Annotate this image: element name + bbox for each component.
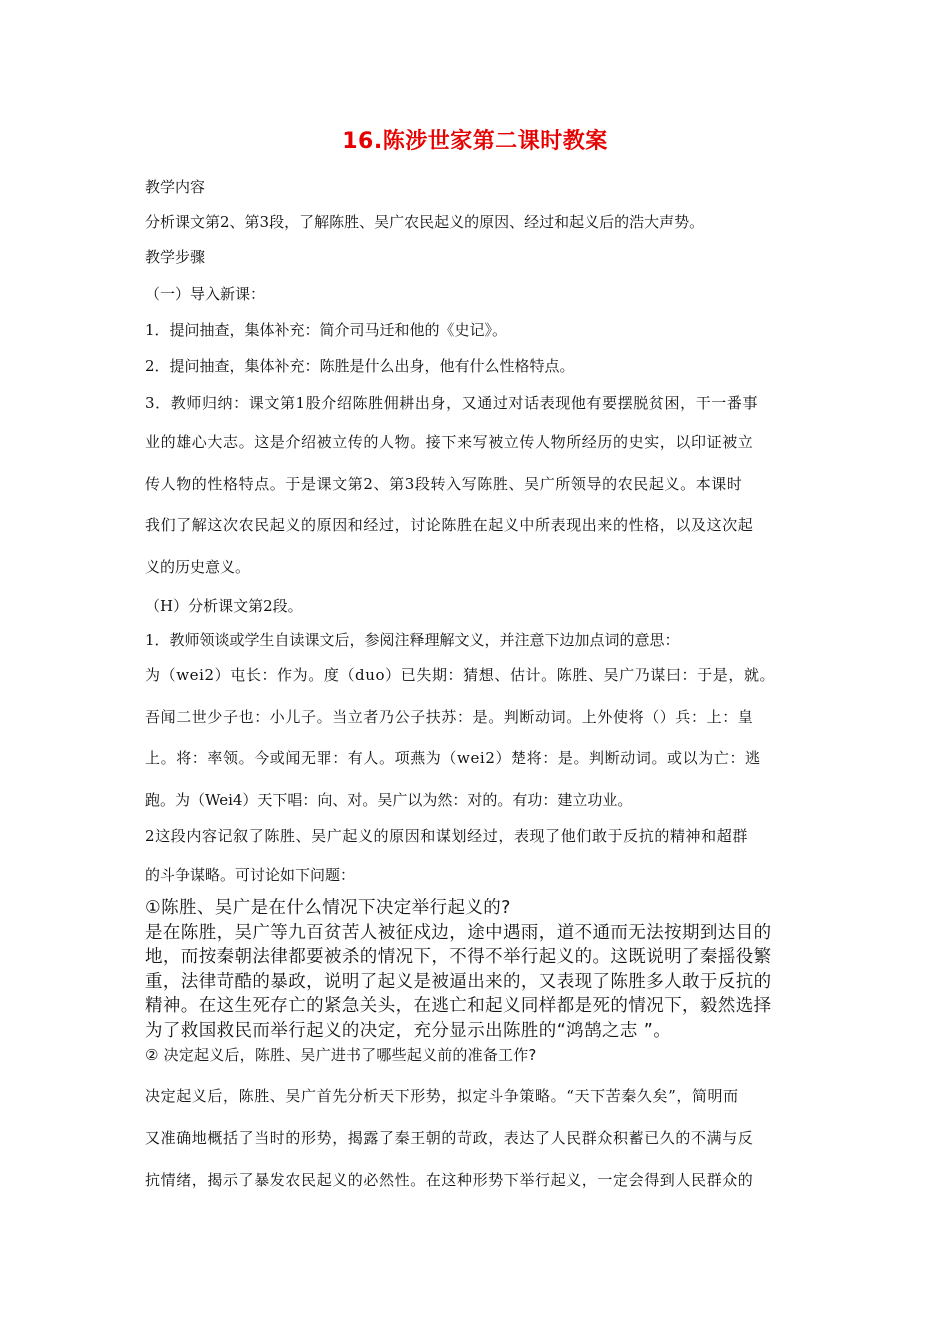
paragraph-line: 吾闻二世少子也：小儿子。当立者乃公子扶苏：是。判断动词。上外使将（）兵：上：皇	[145, 708, 754, 726]
subheading-intro: （一）导入新课：	[145, 285, 266, 303]
paragraph-line: 业的雄心大志。这是介绍被立传的人物。接下来写被立传人物所经历的史实，以印证被立	[145, 433, 754, 451]
list-item: 1．提问抽查，集体补充：简介司马迁和他的《史记》。	[145, 321, 508, 339]
answer-line: 地，而按秦朝法律都要被杀的情况下，不得不举行起义的。这既说明了秦摇役繁	[145, 947, 772, 967]
paragraph-line: 我们了解这次农民起义的原因和经过，讨论陈胜在起义中所表现出来的性格，以及这次起	[145, 516, 754, 534]
list-item: 3．教师归纳：课文第1股介绍陈胜佣耕出身，又通过对话表现他有要摆脱贫困，干一番事	[145, 394, 759, 412]
paragraph-line: 分析课文第2、第3段，了解陈胜、吴广农民起义的原因、经过和起义后的浩大声势。	[145, 213, 705, 231]
paragraph-line: 决定起义后，陈胜、吴广首先分析天下形势，拟定斗争策略。“天下苦秦久矣”，简明而	[145, 1087, 739, 1105]
paragraph-line: 的斗争谋略。可讨论如下问题：	[145, 866, 356, 884]
paragraph-line: 又准确地概括了当时的形势，揭露了秦王朝的苛政，表达了人民群众积蓄已久的不满与反	[145, 1129, 754, 1147]
section-heading-content: 教学内容	[145, 178, 206, 196]
answer-line: 精神。在这生死存亡的紧急关头，在逃亡和起义同样都是死的情况下，毅然选择	[145, 996, 772, 1016]
paragraph-line: 2这段内容记叙了陈胜、吴广起义的原因和谋划经过，表现了他们敢于反抗的精神和超群	[145, 827, 748, 845]
paragraph-line: 传人物的性格特点。于是课文第2、第3段转入写陈胜、吴广所领导的农民起义。本课时	[145, 475, 743, 493]
paragraph-line: 上。将：率领。今或闻无罪：有人。项燕为（wei2）楚将：是。判断动词。或以为亡：逃	[145, 749, 761, 767]
question-one: ①陈胜、吴广是在什么情况下决定举行起义的?	[145, 898, 511, 918]
list-item: 1．教师领谈或学生自读课文后，参阅注释理解文义，并注意下边加点词的意思：	[145, 631, 680, 649]
embedded-text-image	[145, 896, 810, 1068]
list-item: 2．提问抽查，集体补充：陈胜是什么出身，他有什么性格特点。	[145, 357, 575, 375]
paragraph-line: 抗情绪，揭示了暴发农民起义的必然性。在这种形势下举行起义，一定会得到人民群众的	[145, 1171, 754, 1189]
question-two: ② 决定起义后，陈胜、吴广进书了哪些起义前的准备工作?	[145, 1046, 537, 1064]
answer-line: 重，法律苛酷的暴政，说明了起义是被逼出来的，又表现了陈胜多人敢于反抗的	[145, 971, 772, 992]
section-heading-steps: 教学步骤	[145, 248, 206, 266]
paragraph-line: 为（wei2）屯长：作为。度（duo）已失期：猜想、估计。陈胜、吴广乃谋曰：于是，就。	[145, 666, 776, 684]
subheading-analysis: （H）分析课文第2段。	[145, 597, 303, 615]
paragraph-line: 义的历史意义。	[145, 558, 251, 576]
document-title: 16.陈涉世家第二课时教案	[342, 129, 608, 154]
answer-line: 是在陈胜，吴广等九百贫苦人被征戍边，途中遇雨，道不通而无法按期到达目的	[145, 922, 772, 943]
answer-line: 为了救国救民而举行起义的决定，充分显示出陈胜的“鸿鹄之志 ”。	[145, 1020, 672, 1041]
paragraph-line: 跑。为（Wei4）天下唱：向、对。吴广以为然：对的。有功：建立功业。	[145, 791, 633, 809]
